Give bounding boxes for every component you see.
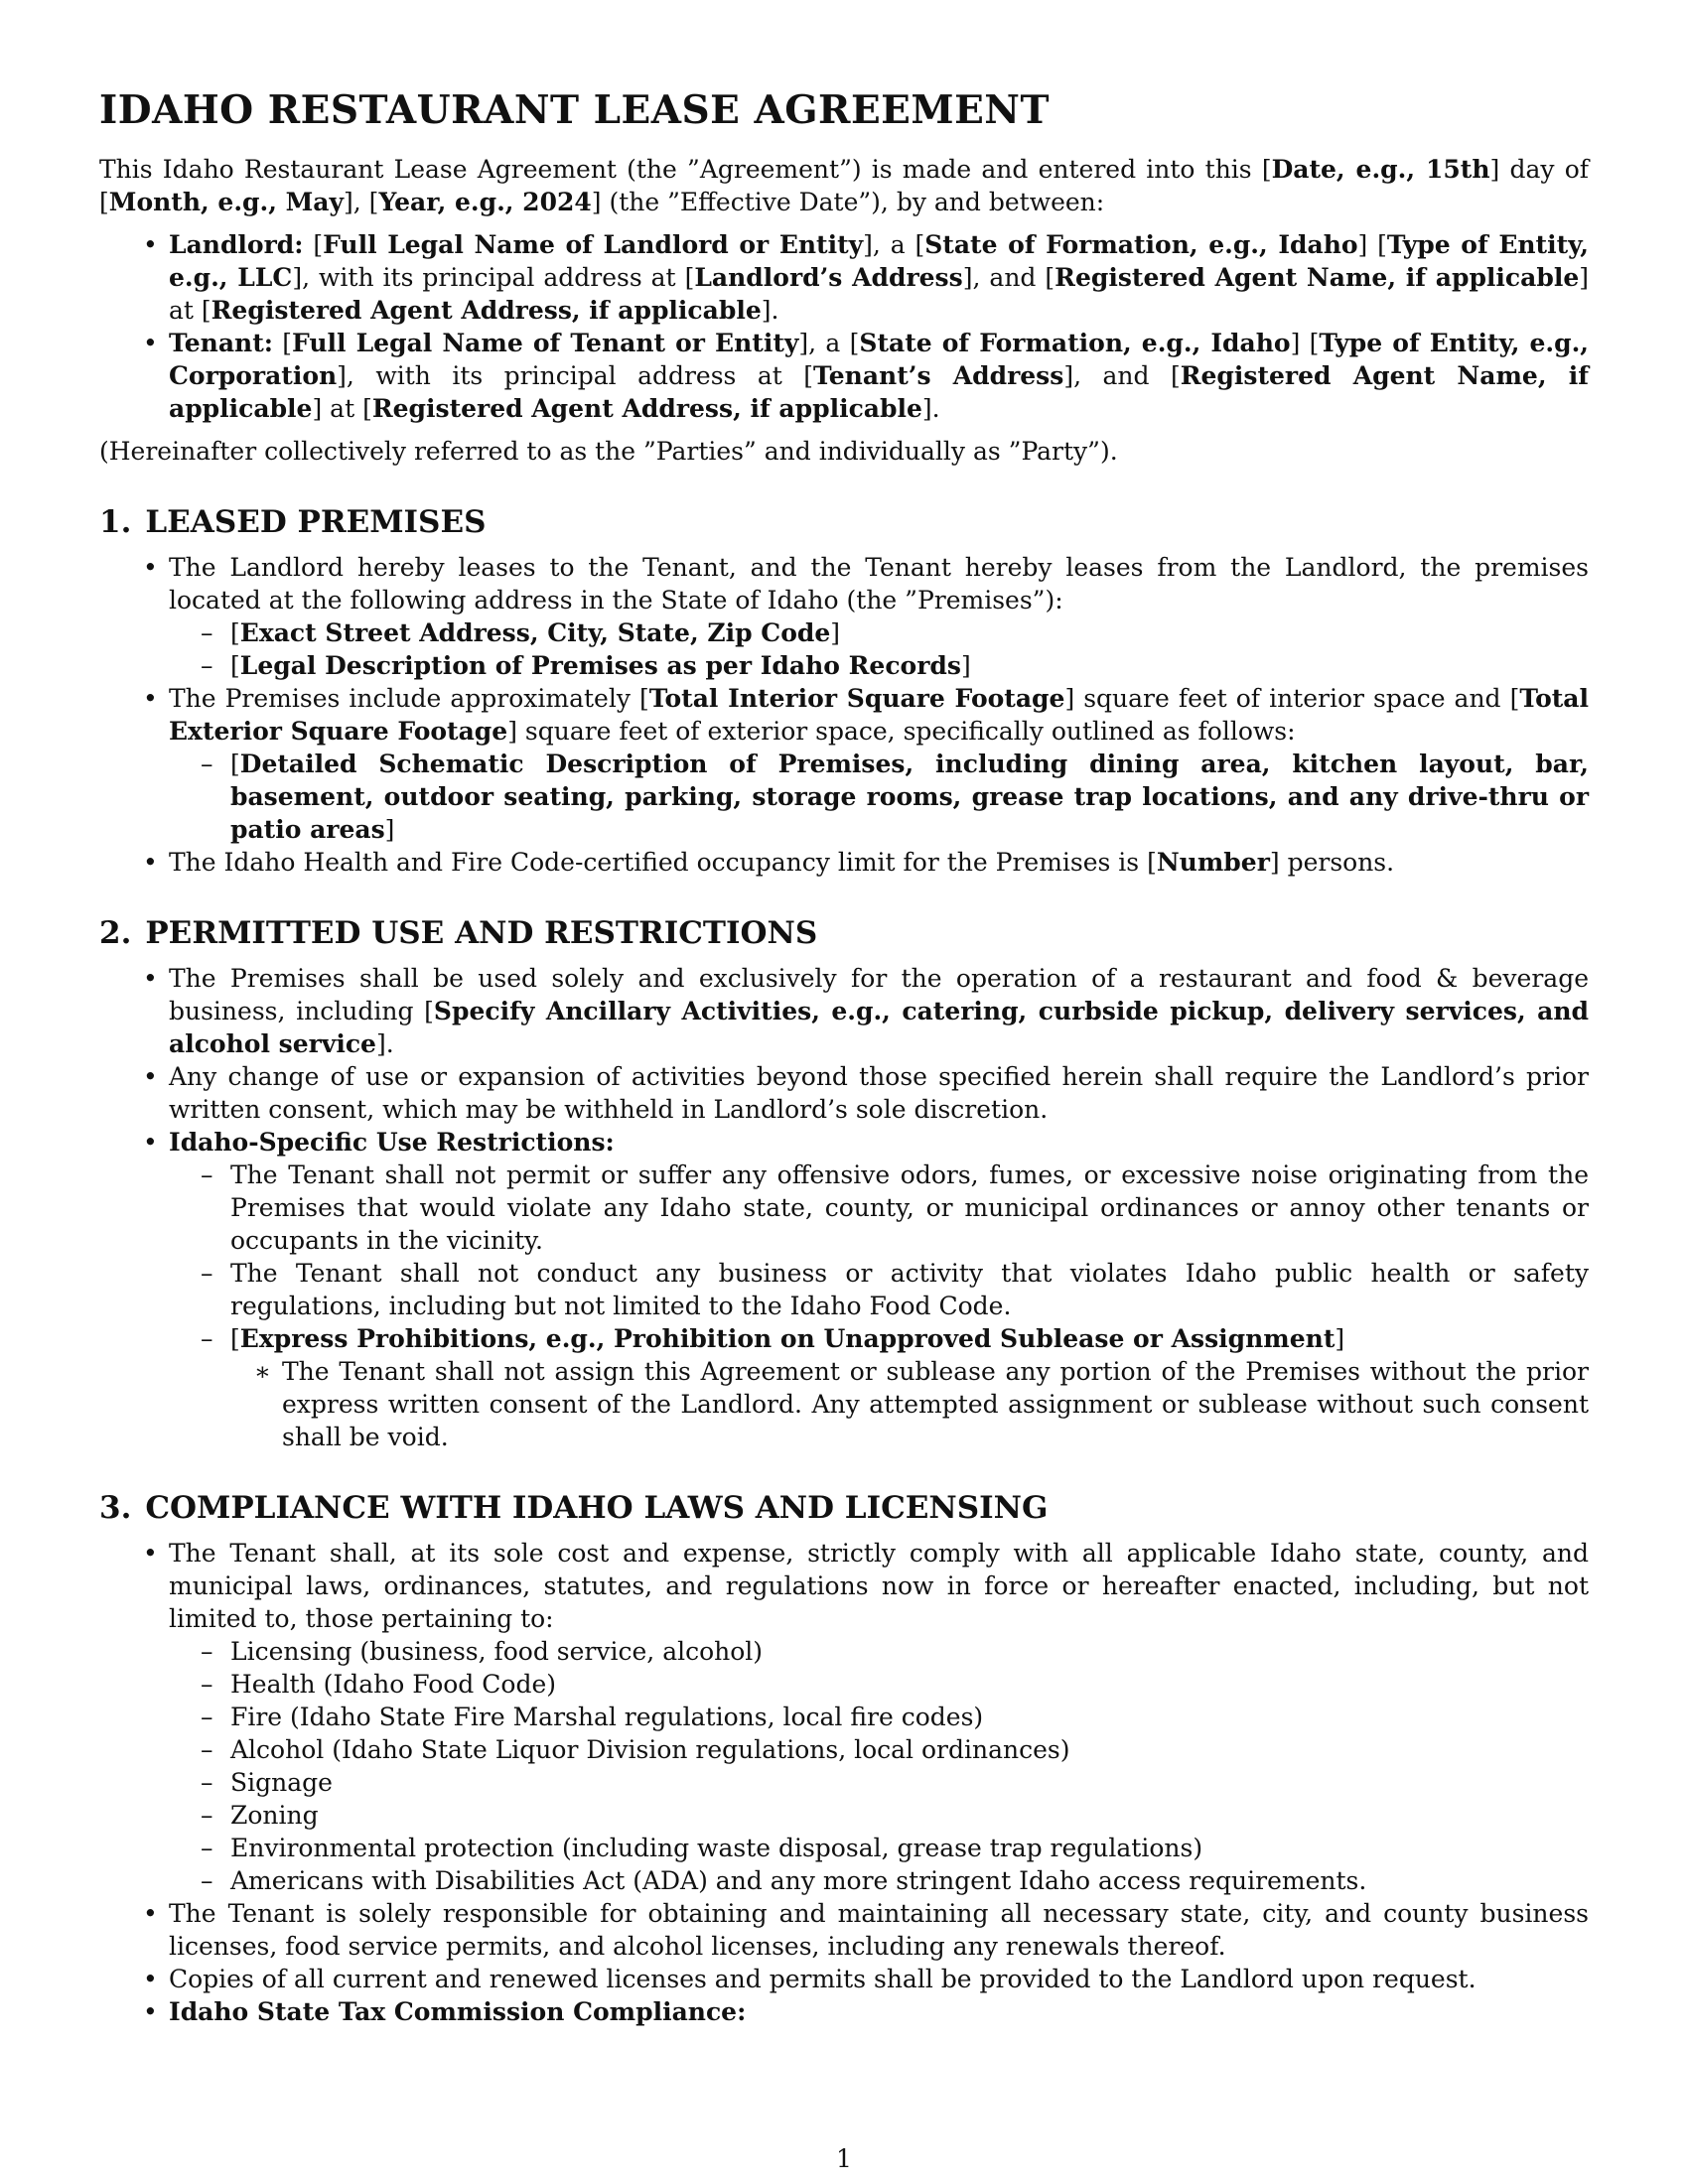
placeholder: Registered Agent Name, if applicable	[1055, 263, 1580, 292]
tenant-item	[99, 327, 1589, 425]
placeholder: Express Prohibitions, e.g., Prohibition on Unapproved Sublease or Assignment	[239, 1324, 1336, 1353]
section-1-list	[99, 551, 1589, 879]
sub-item: – Fire (Idaho State Fire Marshal regulations, local fire codes)	[169, 1701, 1589, 1733]
subheading: Idaho-Specific Use Restrictions:	[169, 1128, 615, 1157]
text-run: ] square feet of interior space and [	[1064, 684, 1520, 713]
sub-item: – [Exact Street Address, City, State, Zip Code]	[169, 616, 1589, 649]
placeholder: Registered Agent Address, if applicable	[211, 296, 762, 325]
list-item: • Any change of use or expansion of activities beyond those specified herein shall require the Landlord’s prior written consent, which may be withheld in Landlord’s sole discretion.	[99, 1060, 1589, 1126]
sub-item: – Signage	[169, 1766, 1589, 1799]
sub-item: – [Detailed Schematic Description of Premises, including dining area, kitchen layout, bar, basement, outdoor seating, parking, storage rooms, grease trap locations, and any drive-thru or patio areas]	[169, 748, 1589, 846]
intro-text: ], [	[344, 188, 379, 216]
sub-list	[169, 1159, 1589, 1453]
intro-paragraph	[99, 153, 1589, 218]
text-run: The Idaho Health and Fire Code-certified occupancy limit for the Premises is [	[169, 848, 1157, 877]
section-title: COMPLIANCE WITH IDAHO LAWS AND LICENSING	[145, 1490, 1049, 1526]
list-item	[99, 1537, 1589, 1897]
text-run: ] [	[1290, 329, 1320, 357]
parties-list	[99, 228, 1589, 425]
landlord-item	[99, 228, 1589, 327]
sub-list	[169, 616, 1589, 682]
sub-sub-item: ∗ The Tenant shall not assign this Agreement or sublease any portion of the Premises without the prior express written consent of the Landlord. Any attempted assignment or sublease without such consent shall be void.	[230, 1355, 1589, 1453]
sub-item: – The Tenant shall not permit or suffer any offensive odors, fumes, or excessive noise originating from the Premises that would violate any Idaho state, county, or municipal ordinances or annoy other tenants or occupants in the vicinity.	[169, 1159, 1589, 1257]
placeholder: Full Legal Name of Tenant or Entity	[292, 329, 799, 357]
intro-text: This Idaho Restaurant Lease Agreement (the ”Agreement”) is made and entered into this [	[99, 155, 1272, 184]
text-run: The Premises shall be used solely and exclusively for the operation of a restaurant and food & beverage business, including [	[169, 964, 1589, 1025]
placeholder: State of Formation, e.g., Idaho	[859, 329, 1291, 357]
text-run: ].	[761, 296, 779, 325]
tenant-label: Tenant:	[169, 329, 273, 357]
placeholder: Full Legal Name of Landlord or Entity	[323, 230, 864, 259]
placeholder: Registered Agent Address, if applicable	[371, 394, 922, 423]
placeholder: Tenant’s Address	[813, 361, 1064, 390]
placeholder: Type of Entity, e.g., LLC	[169, 230, 1589, 292]
placeholder: Detailed Schematic Description of Premises, including dining area, kitchen layout, bar, basement, outdoor seating, parking, storage rooms, grease trap locations, and any drive-thru or patio areas	[230, 750, 1589, 844]
section-3-heading	[99, 1489, 1589, 1527]
section-title: PERMITTED USE AND RESTRICTIONS	[145, 915, 818, 951]
section-2-heading	[99, 914, 1589, 952]
placeholder: State of Formation, e.g., Idaho	[924, 230, 1358, 259]
text-run: ] at [	[169, 263, 1590, 325]
text-run: [	[303, 230, 324, 259]
placeholder: Type of Entity, e.g., Corporation	[169, 329, 1589, 390]
hereinafter-paragraph: (Hereinafter collectively referred to as the ”Parties” and individually as ”Party”).	[99, 437, 1118, 466]
sub-item: – [Legal Description of Premises as per Idaho Records]	[169, 649, 1589, 682]
text-run: ], a [	[863, 230, 925, 259]
sub-list	[169, 748, 1589, 846]
text-run: ].	[921, 394, 940, 423]
landlord-label: Landlord:	[169, 230, 304, 259]
list-item	[99, 682, 1589, 846]
section-1-heading	[99, 503, 1589, 541]
month-placeholder: Month, e.g., May	[108, 188, 345, 216]
text-run: ], with its principal address at [	[337, 361, 814, 390]
sub-item: – Licensing (business, food service, alcohol)	[169, 1635, 1589, 1668]
placeholder: Total Exterior Square Footage	[169, 684, 1589, 746]
sub-item: – Environmental protection (including waste disposal, grease trap regulations)	[169, 1832, 1589, 1864]
list-item	[99, 551, 1589, 682]
intro-text: ] (the ”Effective Date”), by and between:	[591, 188, 1105, 216]
list-item	[99, 1126, 1589, 1453]
text-run: ] square feet of exterior space, specifically outlined as follows:	[507, 717, 1296, 746]
sub-sub-list	[230, 1355, 1589, 1453]
section-number: 3.	[99, 1490, 132, 1526]
date-placeholder: Date, e.g., 15th	[1271, 155, 1490, 184]
text-run: ], and [	[962, 263, 1055, 292]
text-run: The Tenant shall, at its sole cost and expense, strictly comply with all applicable Idaho state, county, and municipal laws, ordinances, statutes, and regulations now in force or hereafter enacted, including, but not limited to, those pertaining to:	[169, 1539, 1589, 1633]
section-number: 1.	[99, 504, 132, 540]
list-item	[99, 962, 1589, 1060]
page-number: 1	[836, 2144, 852, 2173]
text-run: ], a [	[798, 329, 860, 357]
text-run: ] persons.	[1269, 848, 1395, 877]
section-3-list	[99, 1537, 1589, 2028]
sub-item: – Alcohol (Idaho State Liquor Division regulations, local ordinances)	[169, 1733, 1589, 1766]
list-item: • Copies of all current and renewed licenses and permits shall be provided to the Landlord upon request.	[99, 1963, 1589, 1995]
section-number: 2.	[99, 915, 132, 951]
sub-item: – Americans with Disabilities Act (ADA) and any more stringent Idaho access requirements.	[169, 1864, 1589, 1897]
placeholder: Total Interior Square Footage	[648, 684, 1065, 713]
text-run: ] [	[1357, 230, 1387, 259]
list-item	[99, 846, 1589, 879]
sub-item: – Zoning	[169, 1799, 1589, 1832]
subheading: Idaho State Tax Commission Compliance:	[169, 1997, 747, 2026]
text-run: ], and [	[1063, 361, 1181, 390]
section-2-list	[99, 962, 1589, 1453]
list-item	[99, 1995, 1589, 2028]
placeholder: Specify Ancillary Activities, e.g., catering, curbside pickup, delivery services, and alcohol service	[169, 997, 1589, 1058]
sub-item: – Health (Idaho Food Code)	[169, 1668, 1589, 1701]
section-title: LEASED PREMISES	[145, 504, 487, 540]
text-run: The Landlord hereby leases to the Tenant, and the Tenant hereby leases from the Landlord, the premises located at the following address in the State of Idaho (the ”Premises”):	[169, 553, 1589, 614]
list-item: • The Tenant is solely responsible for obtaining and maintaining all necessary state, city, and county business licenses, food service permits, and alcohol licenses, including any renewals thereof.	[99, 1897, 1589, 1963]
year-placeholder: Year, e.g., 2024	[378, 188, 592, 216]
text-run: The Premises include approximately [	[169, 684, 649, 713]
placeholder: Exact Street Address, City, State, Zip Code	[239, 618, 831, 647]
placeholder: Legal Description of Premises as per Idaho Records	[239, 651, 961, 680]
text-run: ].	[375, 1029, 394, 1058]
text-run: ], with its principal address at [	[292, 263, 695, 292]
placeholder: Number	[1156, 848, 1270, 877]
intro-text: ] day of [	[99, 155, 1589, 216]
document-title: IDAHO RESTAURANT LEASE AGREEMENT	[99, 87, 1050, 133]
placeholder: Landlord’s Address	[694, 263, 963, 292]
text-run: [	[272, 329, 293, 357]
text-run: ] at [	[312, 394, 372, 423]
sub-item: – The Tenant shall not conduct any business or activity that violates Idaho public health or safety regulations, including but not limited to the Idaho Food Code.	[169, 1257, 1589, 1322]
sub-list	[169, 1635, 1589, 1897]
sub-item: – [Express Prohibitions, e.g., Prohibition on Unapproved Sublease or Assignment] ∗ The Tenant shall not assign this Agreement or sublease any portion of the Premises without the prior express written consent of the Landlord. Any attempted assignment or sublease without such consent shall be void.	[169, 1322, 1589, 1453]
placeholder: Registered Agent Name, if applicable	[169, 361, 1589, 423]
